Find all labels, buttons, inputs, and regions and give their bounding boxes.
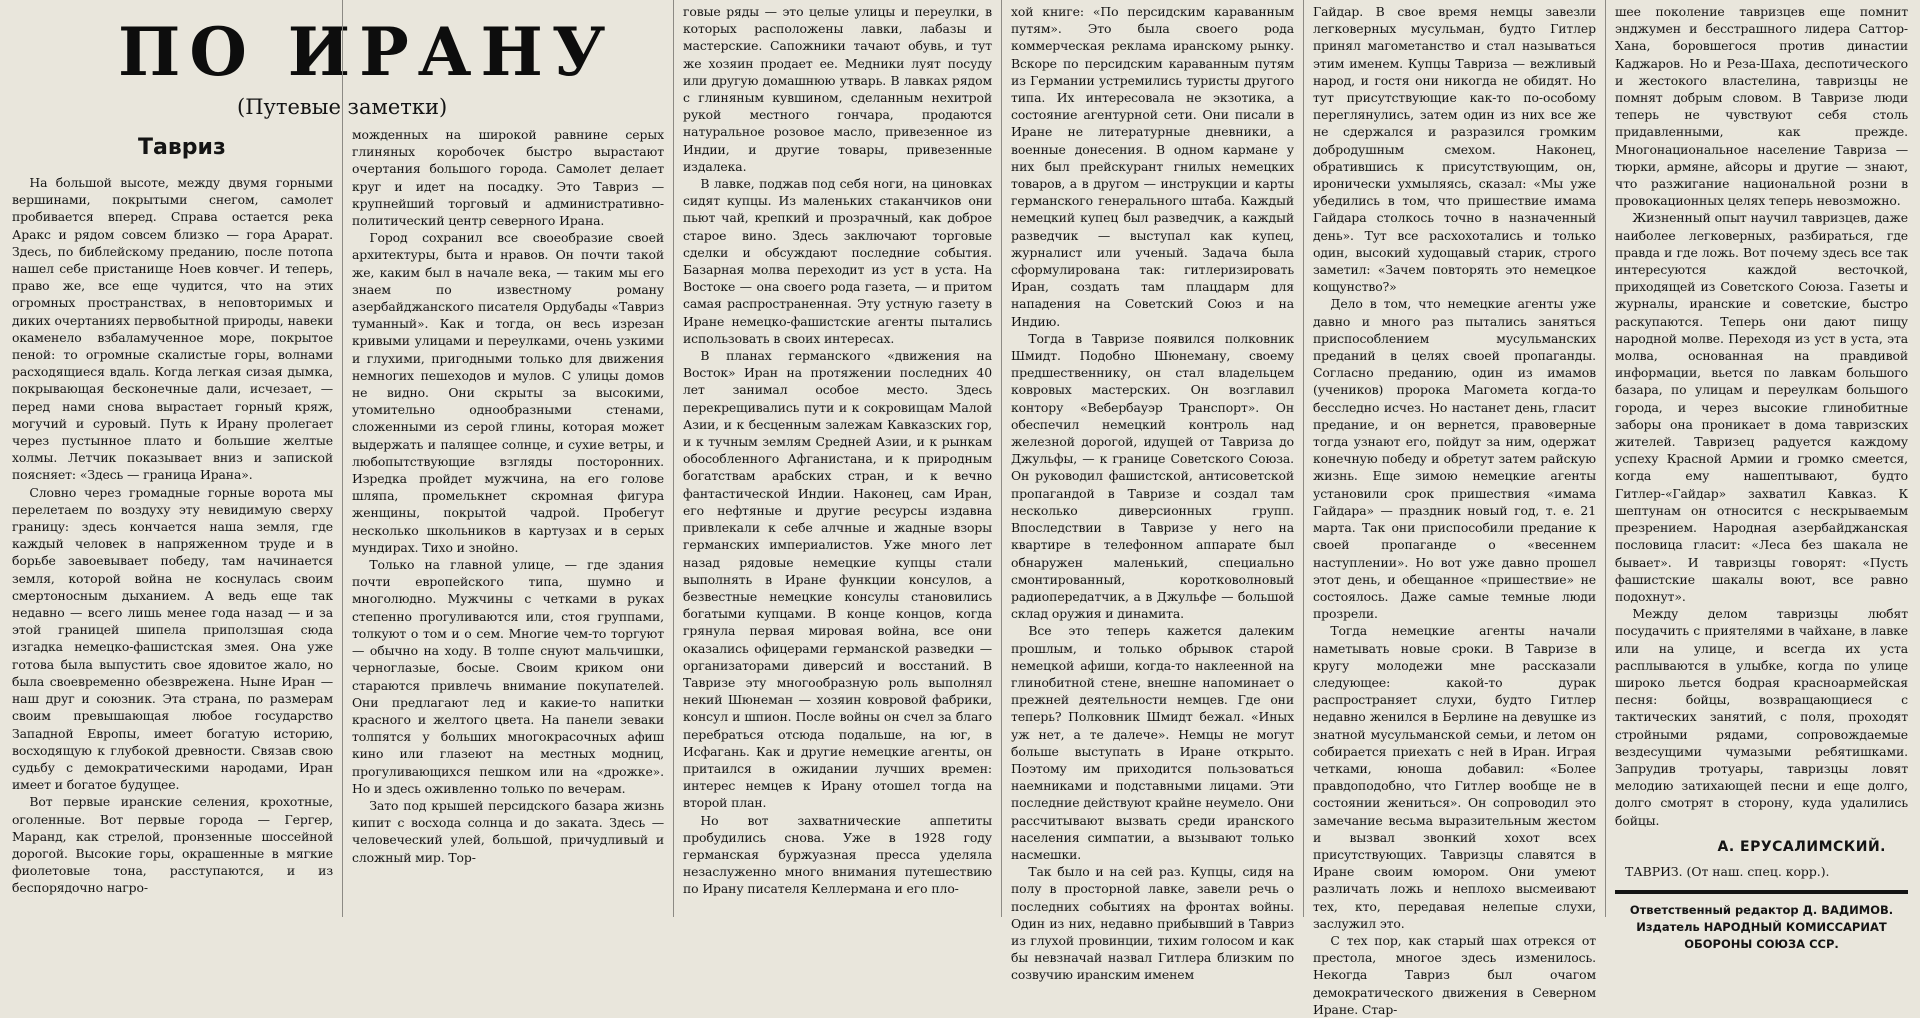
article-column-1 bbox=[3, 0, 343, 917]
paragraph: Все это теперь кажется далеким прошлым, и только обрывок старой немецкой афиши, когда-то наклеенной на глинобитной стене, внешне напоминает о прежней деятельности немцев. Где они теперь? Полковник Шмидт бежал. «Иных уж нет, а те далече». Немцы не могут больше выступать в Иране открыто. Поэтому им приходится пользоваться наемниками и подставными лицами. Эти последние действуют крайне неумело. Они рассчитывают вызвать среди иранского населения симпатии, а вызывают только насмешки. bbox=[1011, 623, 1294, 862]
imprint-line: ОБОРОНЫ СОЮЗА ССР. bbox=[1684, 936, 1839, 951]
section-heading: Тавриз bbox=[138, 135, 226, 160]
paragraph: можденных на широкой равнине серых глиняных коробочек быстро вырастают очертания большого города. Самолет делает круг и идет на посадку. Это Тавриз — крупнейший торговый и административно-политический центр северного Ирана. bbox=[352, 127, 664, 229]
paragraph: Тогда немецкие агенты начали наметывать новые сроки. В Тавризе в кругу молодежи мне рассказали следующее: какой-то дурак распространяет слухи, будто Гитлер недавно женился в Берлине на девушке из знатной мусульманской семьи, и летом он собирается приехать с ней в Иран. Играя четками, юноша добавил: «Более правдоподобно, что Гитлер вообще не в состоянии жениться». Он сопроводил это замечание весьма выразительным жестом и вызвал звонкий хохот всех присутствующих. Тавризцы славятся в Иране своим юмором. Они умеют различать ложь и неплохо высмеивают тех, кто, передавая нелепые слухи, заслужил это. bbox=[1313, 623, 1596, 931]
dateline: ТАВРИЗ. (От наш. спец. корр.). bbox=[1625, 863, 1830, 879]
article-column-6 bbox=[1606, 0, 1917, 951]
article-column-3 bbox=[674, 0, 1002, 917]
paragraph: Гайдар. В свое время немцы завезли легковерных мусульман, будто Гитлер принял магометанство и стал называться этим именем. Купцы Тавриза — вежливый народ, и гостя они никогда не обидят. Но тут присутствующие как-то по-особому переглянулись, затем один из них все же не сдержался и разразился громким добродушным смехом. Наконец, обратившись к присутствующим, он, иронически ухмыляясь, сказал: «Мы уже убедились в том, что пришествие имама Гайдара столкось точно в назначенный день». Тут все расхохотались и только один, высокий худощавый старик, строго заметил: «Зачем повторять это немецкое кощунство?» bbox=[1313, 4, 1596, 295]
article-column-2 bbox=[343, 0, 674, 917]
paragraph: Только на главной улице, — где здания почти европейского типа, шумно и многолюдно. Мужчины с четками в руках степенно прогуливаются или, стоя группами, толкуют о том и о сем. Многие чем-то торгуют — обычно на ходу. В толпе снуют мальчишки, черноглазые, босые. Своим криком они стараются привлечь внимание покупателей. Они предлагают лед и какие-то напитки красного и желтого цвета. На панели зеваки толпятся у больших многокрасочных афиш кино или глазеют на местных модниц, прогуливающихся пешком или на «дрожке». Но и здесь оживленно только по вечерам. bbox=[352, 557, 664, 796]
article-column-4 bbox=[1002, 0, 1304, 983]
paragraph: говые ряды — это целые улицы и переулки, в которых расположены лавки, лабазы и мастерские. Сапожники тачают обувь, и тут же хозяин продает ее. Медники луят посуду или другую домашнюю утварь. В лавках рядом с глиняным кувшином, сделанным нехитрой рукой местного гончара, продаются натуральное розовое масло, привезенное из Индии, и другие товары, привезенные издалека. bbox=[683, 4, 992, 174]
article-column-5 bbox=[1304, 0, 1606, 1017]
paragraph: На большой высоте, между двумя горными вершинами, покрытыми снегом, самолет пробивается вперед. Справа остается река Аракс и рядом совсем близко — гора Арарат. Здесь, по библейскому преданию, после потопа нашел себе пристанище Ноев ковчег. И теперь, право же, все еще чудится, что на этих огромных пространствах, в неповторимых и диких очертаниях первобытной природы, навеки окаменело взбаламученное море, покрытое пеной: то огромные скалистые горы, волнами расходящиеся вдаль. Когда легкая сизая дымка, покрывающая бесконечные дали, исчезает, — перед нами снова вырастает горный кряж, могучий и суровый. Путь к Ирану пролегает через пустынное плато и большие желтые холмы. Летчик показывает вниз и запиской поясняет: «Здесь — граница Ирана». bbox=[12, 175, 333, 483]
paragraph: Город сохранил все своеобразие своей архитектуры, быта и нравов. Он почти такой же, каким был в начале века, — таким мы его знаем по известному роману азербайджанского писателя Ордубады «Тавриз туманный». Как и тогда, он весь изрезан кривыми улицами и переулками, очень узкими и глухими, пригодными только для движения немногих пешеходов и мулов. С улицы домов не видно. Они скрыты за высокими, утомительно однообразными стенами, сложенными из серой глины, которая может выдержать и палящее солнце, и сухие ветры, и любопытствующие взгляды посторонних. Изредка пройдет мужчина, на его голове шляпа, промелькнет скромная фигура женщины, покрытой чадрой. Пробегут несколько школьников в картузах и в серых мундирах. Тихо и знойно. bbox=[352, 230, 664, 555]
paragraph: С тех пор, как старый шах отрекся от престола, многое здесь изменилось. Некогда Тавриз был очагом демократического движения в Северном Иране. Стар- bbox=[1313, 932, 1596, 1017]
paragraph: В лавке, поджав под себя ноги, на циновках сидят купцы. Из маленьких стаканчиков они пьют чай, крепкий и прозрачный, как доброе старое вино. Здесь заключают торговые сделки и обсуждают последние события. Базарная молва переходит из уст в уста. На Востоке — она своего рода газета, — и притом самая распространенная. Эту устную газету в Иране немецко-фашистские агенты пытались использовать в своих интересах. bbox=[683, 176, 992, 346]
editorial-imprint bbox=[1615, 890, 1908, 953]
paragraph: Но вот захватнические аппетиты пробудились снова. Уже в 1928 году германская буржуазная пресса уделяла незаслуженно много внимания путешествию по Ирану писателя Келлермана и его пло- bbox=[683, 812, 992, 897]
article-title: ПО ИРАНУ bbox=[118, 13, 615, 91]
paragraph: хой книге: «По персидским караванным путям». Это была своего рода коммерческая реклама иранскому рынку. Вскоре по персидским караванным путям из Германии устремились туристы другого типа. Их интересовала не экзотика, а состояние агентурной сети. Они писали в Иране не литературные дневники, а военные донесения. В одном кармане у них был прейскурант гнилых немецких товаров, а в другом — инструкции и карты германского генерального штаба. Каждый немецкий купец был разведчик, а каждый разведчик — выступал как купец, журналист или ученый. Задача была сформулирована так: гитлеризировать Иран, создать там плацдарм для нападения на Советский Союз и на Индию. bbox=[1011, 4, 1294, 329]
paragraph: Вот первые иранские селения, крохотные, оголенные. Вот первые города — Гергер, Маранд, как стрелой, пронзенные шоссейной дорогой. Высокие горы, окрашенные в мягкие фиолетовые тона, расступаются, и из беспорядочно нагро- bbox=[12, 794, 333, 896]
paragraph: Так было и на сей раз. Купцы, сидя на полу в просторной лавке, завели речь о последних событиях на фронтах войны. Один из них, недавно прибывший в Тавриз из глухой провинции, тихим голосом и как бы невзначай назвал Гитлера близким по созвучию иранским именем bbox=[1011, 864, 1294, 983]
paragraph: шее поколение тавризцев еще помнит энджумен и бесстрашного лидера Саттор-Хана, боровшегося против династии Каджаров. Но и Реза-Шаха, деспотического и жестокого властелина, тавризцы не помнят добрым словом. В Тавризе люди теперь не чувствуют себя столь придавленными, как прежде. Многонациональное население Тавриза — тюрки, армяне, айсоры и другие — знают, что разжигание национальной розни в провокационных целях теперь невозможно. bbox=[1615, 4, 1908, 209]
paragraph: В планах германского «движения на Восток» Иран на протяжении последних 40 лет занимал особое место. Здесь перекрещивались пути и к сокровищам Малой Азии, и к бесценным залежам Кавказских гор, и к тучным землям Средней Азии, и к рынкам обособленного Афганистана, и к природным богатствам арабских стран, и к вечно фантастической Индии. Наконец, сам Иран, его нефтяные и другие ресурсы издавна привлекали к себе алчные и жадные взоры германских империалистов. Уже много лет назад рядовые немецкие купцы стали выполнять в Иране функции консулов, а безвестные немецкие консулы становились богатыми купцами. В конце концов, когда грянула первая мировая война, все они оказались офицерами германской разведки — организаторами диверсий и восстаний. В Тавризе эту многообразную роль выполнял некий Шюнеман — хозяин ковровой фабрики, консул и шпион. После войны он счел за благо перебраться отсюда подальше, на юг, в Исфагань. Как и другие немецкие агенты, он притаился в ожидании лучших времен: интерес немцев к Ирану отошел тогда на второй план. bbox=[683, 348, 992, 811]
paragraph: Между делом тавризцы любят посудачить с приятелями в чайхане, в лавке или на улице, и всегда их уста расплываются в улыбке, когда по улице широко льется бодрая красноармейская песня: бойцы, возвращающиеся с тактических занятий, с поля, проходят стройными рядами, сопровождаемые вездесущими чумазыми ребятишками. Запрудив тротуары, тавризцы ловят мелодию затихающей песни и еще долго, долго смотрят в сторону, куда удалились бойцы. bbox=[1615, 606, 1908, 828]
paragraph: Словно через громадные горные ворота мы перелетаем по воздуху эту невидимую сверху границу: здесь кончается наша земля, где каждый человек в напряженном труде и в борьбе завоевывает победу, там начинается земля, которой война не коснулась своим смертоносным дыханием. А ведь еще так недавно — всего лишь менее года назад — и за этой границей шипела приползшая сюда изгадка немецко-фашистская змея. Она уже готова была выпустить свое ядовитое жало, но была своевременно обезврежена. Ныне Иран — наш друг и союзник. Эта страна, по размерам своим превышающая любое государство Западной Европы, имеет богатую историю, восходящую к глубокой древности. Связав свою судьбу с демократическими народами, Иран имеет и богатое будущее. bbox=[12, 484, 333, 793]
article-subtitle: (Путевые заметки) bbox=[237, 95, 448, 119]
paragraph: Жизненный опыт научил тавризцев, даже наиболее легковерных, разбираться, где правда и где ложь. Вот почему здесь все так интересуются каждой весточкой, приходящей из Советского Союза. Газеты и журналы, иранские и советские, быстро раскупаются. Теперь они дают пищу народной молве. Переходя из уст в уста, эта молва, основанная на правдивой информации, вьется по лавкам большого базара, по улицам и переулкам большого города, и через высокие глинобитные заборы она проникает в дома тавризских жителей. Тавризец радуется каждому успеху Красной Армии и громко смеется, когда ему нашептывают, будто Гитлер-«Гайдар» захватил Кавказ. К шептунам он относится с нескрываемым презрением. Народная азербайджанская пословица гласит: «Леса без шакала не бывает». И тавризцы говорят: «Пусть фашистские шакалы воют, все равно подохнут». bbox=[1615, 210, 1908, 604]
paragraph: Тогда в Тавризе появился полковник Шмидт. Подобно Шюнеману, своему предшественнику, он стал владельцем ковровых мастерских. Он возглавил контору «Вебербауэр Транспорт». Он обеспечил немецкий контроль над железной дорогой, идущей от Тавриза до Джульфы, — к границе Советского Союза. Он руководил фашистской, антисоветской пропагандой в Тавризе и создал там несколько диверсионных групп. Впоследствии в Тавризе у него на квартире в телефонном аппарате был обнаружен маленький, специально смонтированный, коротковолновый радиопередатчик, а в Джульфе — большой склад оружия и динамита. bbox=[1011, 330, 1294, 622]
author-signature: А. ЕРУСАЛИМСКИЙ. bbox=[1717, 838, 1886, 855]
imprint-line: Ответственный редактор Д. ВАДИМОВ. bbox=[1629, 902, 1894, 917]
paragraph: Зато под крышей персидского базара жизнь кипит с восхода солнца и до заката. Здесь — человеческий улей, большой, причудливый и сложный мир. Тор- bbox=[352, 797, 664, 865]
imprint-line: Издатель НАРОДНЫЙ КОМИССАРИАТ bbox=[1636, 919, 1887, 934]
paragraph: Дело в том, что немецкие агенты уже давно и много раз пытались заняться приспособлением мусульманских преданий в целях своей пропаганды. Согласно преданию, один из имамов (учеников) пророка Магомета когда-то бесследно исчез. Но настанет день, гласит предание, и он вернется, правоверные тогда узнают его, пойдут за ним, одержат конечную победу и обретут затем райскую жизнь. Еще зимою немецкие агенты установили срок пришествия «имама Гайдара» — праздник новый год, т. е. 21 марта. Так они приспособили предание к своей пропаганде о «весеннем наступлении». Но вот уже давно прошел этот день, и обещанное «пришествие» не состоялось. Даже самые темные люди прозрели. bbox=[1313, 296, 1596, 622]
